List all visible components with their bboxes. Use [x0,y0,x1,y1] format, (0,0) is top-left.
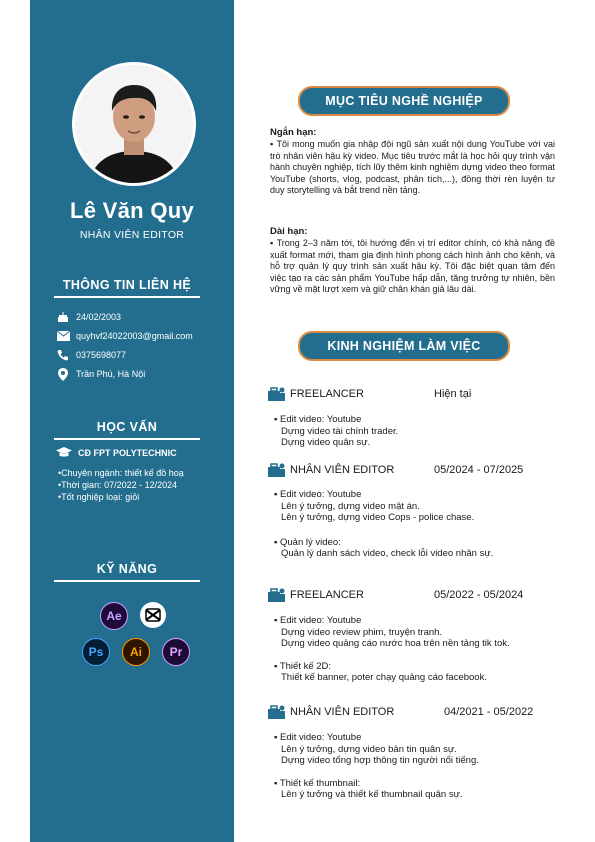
job-3-line-1: Dựng video review phim, truyện tranh. [281,626,443,638]
objective-heading: MỤC TIÊU NGHỀ NGHIỆP [298,86,510,116]
profile-role: NHÂN VIÊN EDITOR [79,229,185,241]
job-3-line-2: Dựng video quảng cáo nước hoa trên nền tảng tik tok. [281,638,510,649]
short-term-text: ▪ Tôi mong muốn gia nhập đội ngũ sản xuất nội dung YouTube với vai trò nhân viên hậu kỳ video. Mục tiêu trước mắt là học hỏi quy trình vận hành chuyên nghiệp, tích lũy thêm kinh nghiệm dựng video theo format YouTube (shorts, vlog, podcast, phân tích,...), đồng thời rèn luyện tư duy storytelling và bắt trend nền tảng. [270,139,555,195]
job-2-title: NHÂN VIÊN EDITOR [290,464,395,476]
job-3-group-1-head: ▪ Edit video: Youtube [274,615,362,626]
job-2-details [274,489,493,560]
job-1-date: Hiện tại [434,388,472,400]
after-effects-icon: Ae [100,602,128,630]
address-text: Trần Phú, Hà Nội [76,369,146,379]
briefcase-person-icon [268,587,286,603]
contact-phone[interactable] [56,348,126,362]
job-2-line-3: Quản lý danh sách video, check lỗi video nhân sự. [281,548,494,559]
job-4-line-3: Lên ý tưởng và thiết kế thumbnail quân sự. [281,789,463,800]
job-4-details [274,732,479,801]
photoshop-icon: Ps [82,638,110,666]
job-2-date: 05/2024 - 07/2025 [434,464,524,476]
contact-heading: THÔNG TIN LIÊN HỆ [54,278,200,298]
job-1-header [268,386,558,402]
job-1-line-2: Dựng video quân sự. [281,437,371,448]
briefcase-person-icon [268,386,286,402]
skills-row-2 [82,638,202,666]
job-2-header [268,462,558,478]
job-1-details [274,414,398,449]
location-pin-icon [56,367,70,381]
long-term-text: ▪ Trong 2–3 năm tới, tôi hướng đến vị trí editor chính, có khả năng đề xuất format mới, tham gia định hình phong cách hình ảnh cho kênh, và hỗ trợ quản lý quy trình sản xuất hậu kỳ. Tôi đặc biệt quan tâm đến việc tạo ra các sản phẩm YouTube hấp dẫn, tăng trưởng tự nhiên, bền vững về mặt lượt xem và giữ chân khán giả lâu dài. [270,238,555,294]
briefcase-person-icon [268,704,286,720]
education-period: •Thời gian: 07/2022 - 12/2024 [58,480,178,490]
school-name: CĐ FPT POLYTECHNIC [78,447,177,458]
briefcase-person-icon [268,462,286,478]
mail-icon [56,329,70,343]
job-4-line-1: Lên ý tưởng, dựng video bản tin quân sự. [281,743,457,755]
job-1-title: FREELANCER [290,388,364,400]
avatar-photo [75,65,193,183]
experience-heading: KINH NGHIỆM LÀM VIỆC [298,331,510,361]
job-4-header [268,704,558,720]
phone-icon [56,348,70,362]
education-heading: HỌC VẤN [54,420,200,440]
skills-heading: KỸ NĂNG [54,562,200,582]
short-term-title: Ngắn hạn: [270,127,317,138]
contact-address [56,367,145,381]
premiere-pro-icon: Pr [162,638,190,666]
job-4-title: NHÂN VIÊN EDITOR [290,706,395,718]
job-3-title: FREELANCER [290,589,364,601]
job-2-line-2: Lên ý tưởng, dựng video Cops - police chase. [281,512,475,523]
job-3-header [268,587,558,603]
job-1-group-1-head: ▪ Edit video: Youtube [274,414,362,425]
email-text[interactable]: quyhvf24022003@gmail.com [76,331,193,341]
education-grade: •Tốt nghiệp loại: giỏi [58,492,140,502]
job-2-group-2-head: ▪ Quản lý video: [274,536,341,548]
illustrator-icon: Ai [122,638,150,666]
job-3-group-2-head: ▪ Thiết kế 2D: [274,660,332,672]
education-major: •Chuyên ngành: thiết kế đồ hoạ [58,468,184,478]
job-4-group-1-head: ▪ Edit video: Youtube [274,732,362,743]
phone-text[interactable]: 0375698077 [76,350,127,360]
capcut-icon [140,602,166,628]
school [56,447,177,458]
education-details [58,467,184,503]
sidebar [30,0,234,842]
job-2-group-1-head: ▪ Edit video: Youtube [274,489,362,500]
job-3-line-3: Thiết kế banner, poter chạy quảng cáo facebook. [281,672,487,683]
job-2-line-1: Lên ý tưởng, dựng video mật án. [281,500,420,512]
cake-icon [56,310,70,324]
avatar [72,62,196,186]
job-4-group-2-head: ▪ Thiết kế thumbnail: [274,777,361,789]
skills-row-1 [100,602,178,630]
contact-email[interactable] [56,329,193,343]
contact-birthday [56,310,121,324]
graduation-cap-icon [56,447,72,458]
job-4-line-2: Dựng video tổng hợp thông tin người nổi tiếng. [281,755,479,766]
birthday-text: 24/02/2003 [76,312,122,322]
long-term-title: Dài hạn: [270,226,308,237]
job-4-date: 04/2021 - 05/2022 [444,706,534,718]
job-3-date: 05/2022 - 05/2024 [434,589,524,601]
profile-name: Lê Văn Quy [69,198,195,223]
job-3-details [274,615,510,684]
job-1-line-1: Dựng video tài chính trader. [281,425,399,437]
